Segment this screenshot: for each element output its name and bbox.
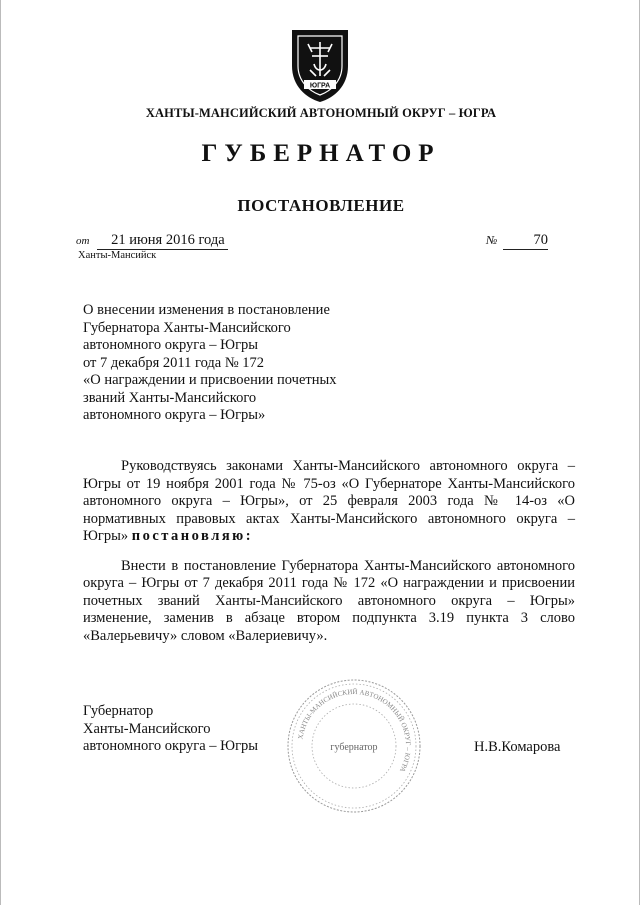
paragraph-text: Внести в постановление Губернатора Ханты-Мансийского автономного округа – Югры от 7 декабря 2011 года № 172 «О награждении и присвоении почетных званий Ханты-Мансийского автономного округа – Югры» изменение, заменив в абзаце втором подпункта 3.19 пункта 3 слово «Валерьевичу» словом «Валериевичу». bbox=[83, 557, 575, 644]
document-type: ПОСТАНОВЛЕНИЕ bbox=[237, 196, 405, 215]
authority-title: ГУБЕРНАТОР bbox=[201, 140, 441, 167]
body-paragraph-1 bbox=[83, 458, 575, 546]
stamp-center-text: губернатор bbox=[330, 742, 378, 753]
document-number: 70 bbox=[503, 232, 548, 250]
region-name: ХАНТЫ-МАНСИЙСКИЙ АВТОНОМНЫЙ ОКРУГ – ЮГРА bbox=[145, 106, 497, 120]
paragraph-text: Руководствуясь законами Ханты-Мансийского автономного округа – Югры от 19 ноября 2001 года № 75-оз «О Губернаторе Ханты-Мансийского автономного округа – Югры», от 25 февраля 2003 года № 14-оз «О нормативных правовых актах Ханты-Мансийского автономного округа – Югры» bbox=[83, 458, 575, 544]
date-prefix: от bbox=[76, 235, 90, 247]
document-subject bbox=[83, 302, 383, 425]
document-body bbox=[83, 458, 575, 657]
signer-title-line: автономного округа – Югры bbox=[83, 738, 259, 754]
emblem-text: ЮГРА bbox=[309, 82, 331, 90]
resolve-word: постановляю: bbox=[131, 528, 254, 544]
subject-line: автономного округа – Югры bbox=[83, 337, 259, 353]
number-prefix: № bbox=[486, 233, 498, 247]
subject-line: «О награждении и присвоении почетных bbox=[83, 372, 337, 388]
signer-name: Н.В.Комарова bbox=[474, 739, 561, 755]
document-city: Ханты-Мансийск bbox=[78, 250, 157, 261]
body-paragraph-2 bbox=[83, 558, 575, 646]
date-row bbox=[76, 232, 228, 250]
signer-title-line: Губернатор bbox=[83, 703, 154, 719]
official-stamp bbox=[284, 676, 424, 816]
subject-line: Губернатора Ханты-Мансийского bbox=[83, 319, 291, 336]
document-date: 21 июня 2016 года bbox=[97, 232, 228, 250]
number-row bbox=[486, 232, 548, 250]
subject-line: О внесении изменения в постановление bbox=[83, 302, 330, 318]
subject-line: званий Ханты-Мансийского bbox=[83, 389, 257, 406]
signer-title bbox=[83, 703, 258, 756]
subject-line: от 7 декабря 2011 года № 172 bbox=[83, 354, 265, 371]
yugra-coat-of-arms-icon bbox=[286, 26, 354, 104]
subject-line: автономного округа – Югры» bbox=[83, 407, 266, 423]
signer-title-line: Ханты-Мансийского bbox=[83, 720, 211, 737]
stamp-ring-text: ХАНТЫ-МАНСИЙСКИЙ АВТОНОМНЫЙ ОКРУГ – ЮГРА bbox=[296, 687, 413, 774]
